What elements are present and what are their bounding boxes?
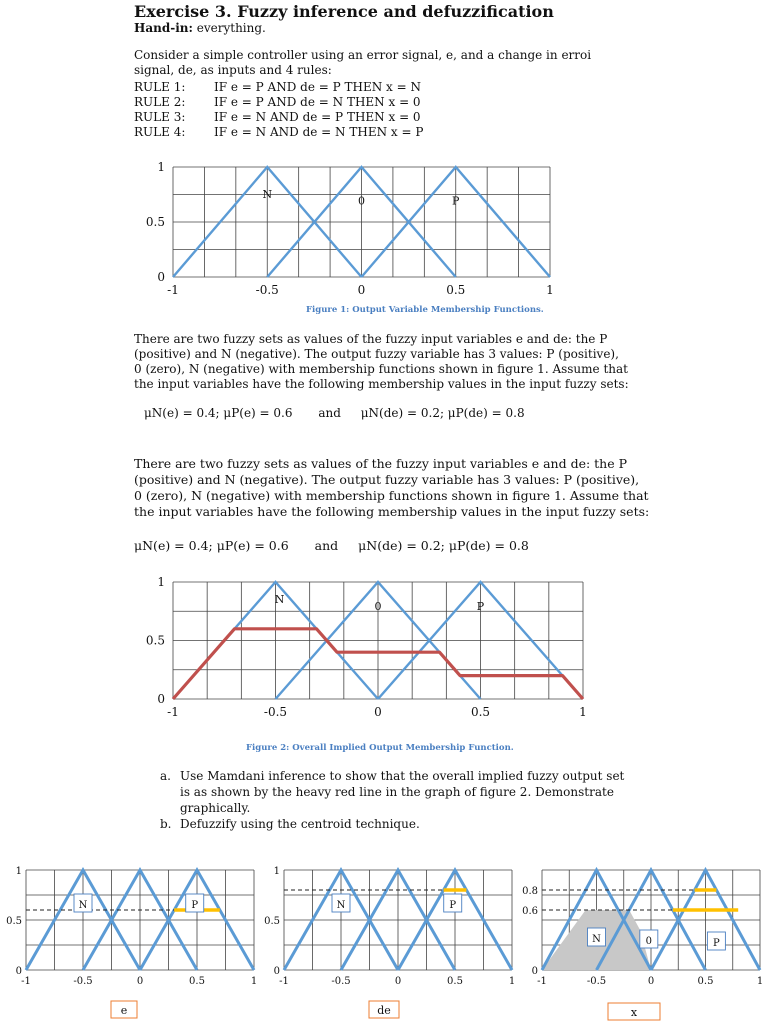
x-tick-label: 0.5	[189, 976, 205, 987]
y-tick-label: 0.5	[6, 916, 22, 927]
handin-value: everything.	[196, 21, 266, 35]
question-line: Use Mamdani inference to show that the overall implied fuzzy output set	[180, 769, 625, 783]
x-tick-label: 1	[546, 283, 554, 297]
y-tick-label: 0.5	[145, 633, 165, 648]
rule-text: IF e = N AND de = N THEN x = P	[214, 125, 424, 139]
y-tick-label: 0	[157, 692, 165, 706]
handin-line	[134, 21, 266, 35]
paragraph-line: the input variables have the following membership values in the input fuzzy sets:	[134, 377, 629, 391]
rule-row	[134, 95, 534, 110]
figure-1-chart	[140, 155, 580, 303]
set-label: P	[713, 938, 720, 949]
rule-row	[134, 125, 534, 140]
set-label: 0	[358, 194, 365, 208]
mu-de-values: μN(de) = 0.2; μP(de) = 0.8	[358, 538, 529, 553]
set-label: N	[592, 934, 601, 945]
rule-row	[134, 80, 534, 95]
set-label: N	[274, 593, 285, 607]
question-line: Defuzzify using the centroid technique.	[180, 817, 420, 831]
y-tick-label: 0	[15, 966, 22, 977]
x-tick-label: -0.5	[331, 976, 351, 987]
x-tick-label: -0.5	[73, 976, 93, 987]
rule-label: RULE 4:	[134, 125, 186, 139]
set-label: P	[191, 900, 199, 911]
figure-2-chart	[140, 572, 610, 732]
x-tick-label: 0.5	[697, 976, 714, 987]
mu-e-values: μN(e) = 0.4; μP(e) = 0.6	[144, 406, 293, 420]
mu-and: and	[318, 406, 341, 420]
set-label: P	[476, 600, 485, 614]
exercise-title: Exercise 3. Fuzzy inference and defuzzification	[134, 2, 554, 21]
paragraph-line: There are two fuzzy sets as values of the fuzzy input variables e and de: the P	[134, 332, 608, 346]
rule-label: RULE 3:	[134, 110, 186, 124]
paragraph-line: (positive) and N (negative). The output fuzzy variable has 3 values: P (positive),	[134, 347, 619, 361]
y-tick-label: 0.5	[145, 215, 165, 229]
question-line: is as shown by the heavy red line in the graph of figure 2. Demonstrate	[180, 785, 614, 799]
y-tick-label: 1	[157, 575, 165, 589]
membership-values-1	[144, 406, 525, 420]
y-tick-label: 0	[531, 966, 538, 977]
x-tick-label: -0.5	[263, 705, 288, 719]
x-tick-label: 0	[136, 976, 144, 987]
x-tick-label: -1	[537, 976, 547, 987]
set-label: 0	[645, 936, 653, 947]
y-tick-label: 0	[273, 966, 280, 977]
mu-de-values: μN(de) = 0.2; μP(de) = 0.8	[360, 406, 525, 420]
rules-list	[134, 80, 534, 144]
x-tick-label: 0.5	[447, 976, 463, 987]
mini-chart-e	[0, 858, 262, 1024]
y-tick-label: 1	[157, 160, 165, 174]
x-tick-label: 0	[647, 976, 655, 987]
set-label: N	[336, 900, 346, 911]
figure-2-caption: Figure 2: Overall Implied Output Membership Function.	[246, 743, 514, 753]
paragraph-line: There are two fuzzy sets as values of the fuzzy input variables e and de: the P	[134, 456, 628, 471]
y-tick-label: 1	[273, 866, 280, 877]
x-tick-label: 0	[394, 976, 402, 987]
x-tick-label: 1	[508, 976, 516, 987]
set-label: 0	[374, 600, 382, 614]
questions-list	[160, 768, 660, 832]
x-tick-label: -1	[279, 976, 289, 987]
x-tick-label: -1	[167, 705, 179, 719]
intro-paragraph	[134, 48, 634, 78]
variable-name: x	[630, 1006, 638, 1019]
x-tick-label: -1	[167, 283, 179, 297]
paragraph-line: 0 (zero), N (negative) with membership functions shown in figure 1. Assume that	[134, 488, 649, 503]
x-tick-label: 0	[374, 705, 382, 719]
mu-and: and	[314, 538, 339, 553]
rule-text: IF e = N AND de = P THEN x = 0	[214, 110, 421, 124]
rule-label: RULE 1:	[134, 80, 186, 94]
x-tick-label: 1	[579, 705, 587, 719]
x-tick-label: 0.5	[446, 283, 466, 297]
x-tick-label: 1	[756, 976, 764, 987]
paragraph-line: (positive) and N (negative). The output fuzzy variable has 3 values: P (positive),	[134, 472, 640, 487]
intro-line-2: signal, de, as inputs and 4 rules:	[134, 63, 332, 77]
x-tick-label: 0.5	[470, 705, 491, 719]
membership-values-2	[134, 538, 529, 553]
question-b	[160, 816, 660, 832]
y-tick-label: 0	[157, 270, 165, 284]
handin-label: Hand-in:	[134, 21, 193, 35]
variable-name: de	[377, 1004, 391, 1017]
variable-name: e	[120, 1004, 128, 1017]
x-tick-label: 0	[357, 283, 366, 297]
set-label: N	[262, 187, 273, 201]
rule-text: IF e = P AND de = P THEN x = N	[214, 80, 422, 94]
x-tick-label: -0.5	[255, 283, 279, 297]
y-tick-label: 0.5	[264, 916, 280, 927]
rule-label: RULE 2:	[134, 95, 186, 109]
paragraph-1	[134, 332, 654, 392]
x-tick-label: -1	[21, 976, 31, 987]
paragraph-line: the input variables have the following membership values in the input fuzzy sets:	[134, 504, 650, 519]
level-label: 0.8	[522, 886, 538, 897]
intro-line-1: Consider a simple controller using an error signal, e, and a change in erroi	[134, 48, 592, 62]
rule-row	[134, 110, 534, 125]
question-a	[160, 768, 660, 816]
figure-1-caption: Figure 1: Output Variable Membership Functions.	[306, 305, 544, 315]
paragraph-2	[134, 456, 654, 520]
set-label: P	[449, 900, 457, 911]
y-tick-label: 1	[15, 866, 22, 877]
mini-chart-x	[516, 858, 768, 1024]
question-line: graphically.	[180, 801, 251, 815]
x-tick-label: -0.5	[586, 976, 607, 987]
set-label: P	[452, 194, 460, 208]
question-label: a.	[160, 769, 171, 783]
paragraph-line: 0 (zero), N (negative) with membership functions shown in figure 1. Assume that	[134, 362, 628, 376]
mini-chart-de	[262, 858, 522, 1024]
x-tick-label: 1	[250, 976, 258, 987]
set-label: N	[78, 900, 88, 911]
rule-text: IF e = P AND de = N THEN x = 0	[214, 95, 421, 109]
question-label: b.	[160, 817, 172, 831]
mu-e-values: μN(e) = 0.4; μP(e) = 0.6	[134, 538, 289, 553]
level-label: 0.6	[522, 906, 538, 917]
